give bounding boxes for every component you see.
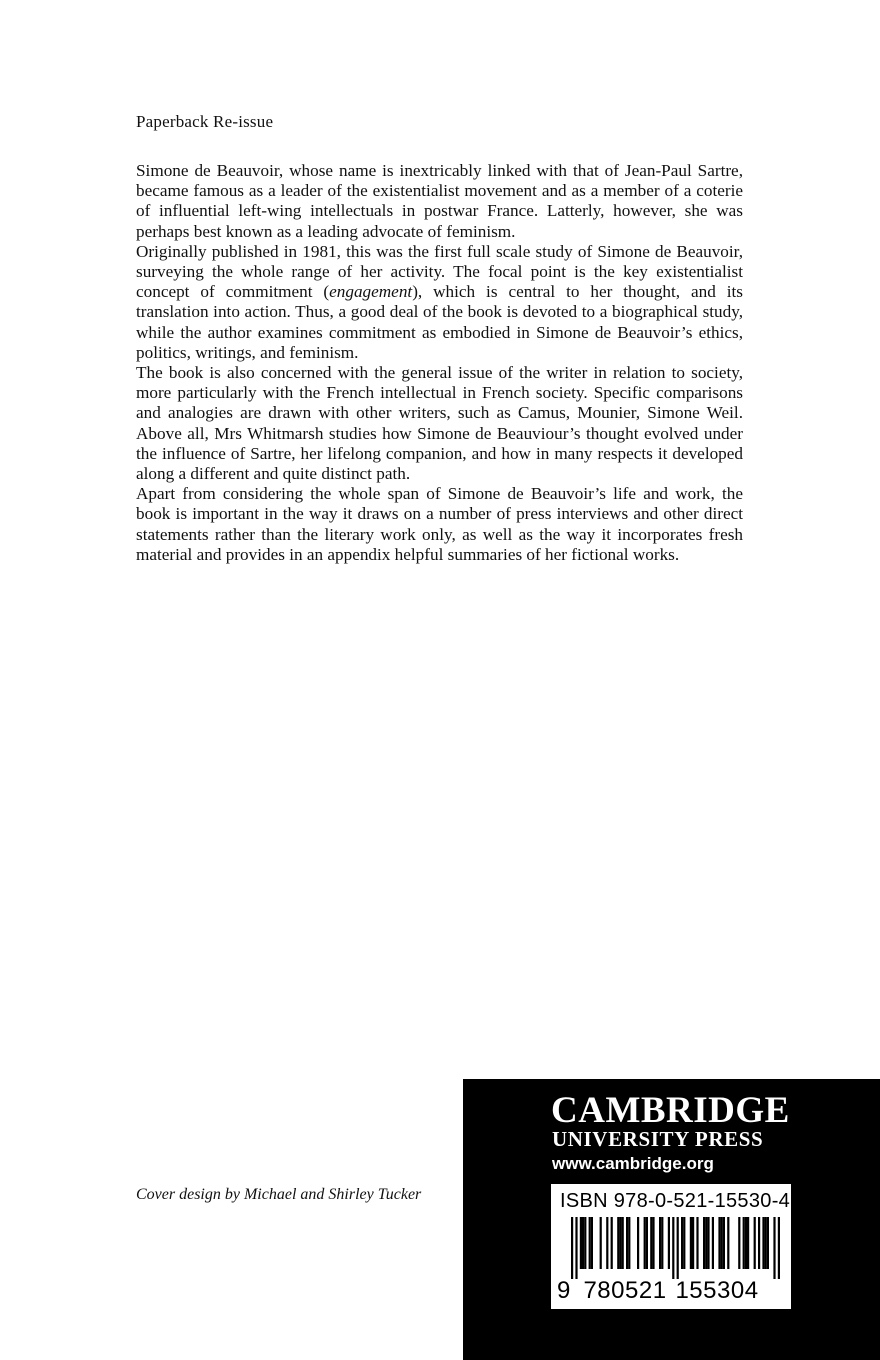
barcode-bar: [591, 1217, 593, 1269]
barcode-guard-bar: [773, 1217, 775, 1279]
barcode-bars: [559, 1217, 785, 1279]
publisher-panel: [463, 1079, 880, 1360]
barcode-bar: [703, 1217, 705, 1269]
barcode-guard-bar: [571, 1217, 573, 1279]
barcode-bar: [745, 1217, 747, 1269]
barcode-bar: [644, 1217, 646, 1269]
barcode-guard-bar: [575, 1217, 577, 1279]
barcode-bar: [683, 1217, 685, 1269]
barcode-bar: [622, 1217, 624, 1269]
barcode-right-group: 155304: [675, 1277, 759, 1304]
barcode-bar: [681, 1217, 683, 1269]
barcode-bar: [661, 1217, 663, 1269]
barcode-bar: [650, 1217, 652, 1269]
barcode-bar: [659, 1217, 661, 1269]
barcode-bar: [762, 1217, 764, 1269]
barcode-bar: [738, 1217, 740, 1269]
barcode-bar: [652, 1217, 654, 1269]
isbn-label: ISBN 978-0-521-15530-4: [560, 1190, 791, 1212]
publisher-subname: UNIVERSITY PRESS: [552, 1127, 764, 1151]
barcode-digits: [557, 1277, 787, 1305]
barcode-bar: [628, 1217, 630, 1269]
barcode-bar: [589, 1217, 591, 1269]
barcode-bar: [727, 1217, 729, 1269]
cover-design-credit: Cover design by Michael and Shirley Tucker: [136, 1186, 422, 1203]
barcode-bar: [712, 1217, 714, 1269]
barcode-bar: [705, 1217, 707, 1269]
barcode-bar: [626, 1217, 628, 1269]
barcode-bar: [718, 1217, 720, 1269]
barcode-bar: [765, 1217, 767, 1269]
publisher-name: CAMBRIDGE: [551, 1090, 790, 1131]
barcode-block: [551, 1184, 791, 1309]
barcode-bar: [646, 1217, 648, 1269]
barcode-left-group: 780521: [583, 1277, 667, 1304]
barcode-guard-bar: [672, 1217, 674, 1279]
barcode-bar: [584, 1217, 586, 1269]
barcode-bar: [611, 1217, 613, 1269]
barcode-bar: [637, 1217, 639, 1269]
barcode-bar: [707, 1217, 709, 1269]
barcode-bar: [668, 1217, 670, 1269]
description-paragraph-2: Originally published in 1981, this was the first full scale study of Simone de Beauvoir, surveying the whole range of her activity. The focal point is the key existentialist concept of commitment (engagement), which is central to her thought, and its translation into action. Thus, a good deal of the book is devoted to a biographical study, while the author examines commitment as embodied in Simone de Beauvoir’s ethics, politics, writings, and feminism.: [136, 241, 743, 362]
barcode-bar: [754, 1217, 756, 1269]
barcode-guard-bar: [677, 1217, 679, 1279]
edition-label: Paperback Re-issue: [136, 112, 274, 131]
barcode-bar: [619, 1217, 621, 1269]
barcode-bar: [600, 1217, 602, 1269]
barcode-bar: [767, 1217, 769, 1269]
barcode-bar: [690, 1217, 692, 1269]
barcode-bar: [747, 1217, 749, 1269]
emphasized-term: engagement: [329, 282, 413, 302]
barcode-bar: [743, 1217, 745, 1269]
description-paragraph-1: Simone de Beauvoir, whose name is inextricably linked with that of Jean-Paul Sartre, became famous as a leader of the existentialist movement and as a member of a coterie of influential left-wing intellectuals in postwar France. Latterly, however, she was perhaps best known as a leading advocate of feminism.: [136, 161, 743, 241]
barcode-bar: [758, 1217, 760, 1269]
barcode-bar: [723, 1217, 725, 1269]
barcode-lead-digit: 9: [557, 1277, 571, 1304]
barcode-bar: [582, 1217, 584, 1269]
description-paragraph-3: The book is also concerned with the general issue of the writer in relation to society, more particularly with the French intellectual in French society. Specific comparisons and analogies are drawn with other writers, such as Camus, Mounier, Simone Weil. Above all, Mrs Whitmarsh studies how Simone de Beauviour’s thought evolved under the influence of Sartre, her lifelong companion, and how in many respects it developed along a different and quite distinct path.: [136, 363, 743, 484]
publisher-url: www.cambridge.org: [552, 1154, 714, 1173]
barcode-bar: [606, 1217, 608, 1269]
barcode-bar: [696, 1217, 698, 1269]
description-paragraph-4: Apart from considering the whole span of Simone de Beauvoir’s life and work, the book is important in the way it draws on a number of press interviews and other direct statements rather than the literary work only, as well as the way it incorporates fresh material and provides in an appendix helpful summaries of her fictional works.: [136, 484, 743, 564]
barcode-bar: [721, 1217, 723, 1269]
book-description: [136, 161, 743, 565]
barcode-bar: [580, 1217, 582, 1269]
barcode-guard-bar: [778, 1217, 780, 1279]
barcode-bar: [692, 1217, 694, 1269]
barcode-bar: [617, 1217, 619, 1269]
